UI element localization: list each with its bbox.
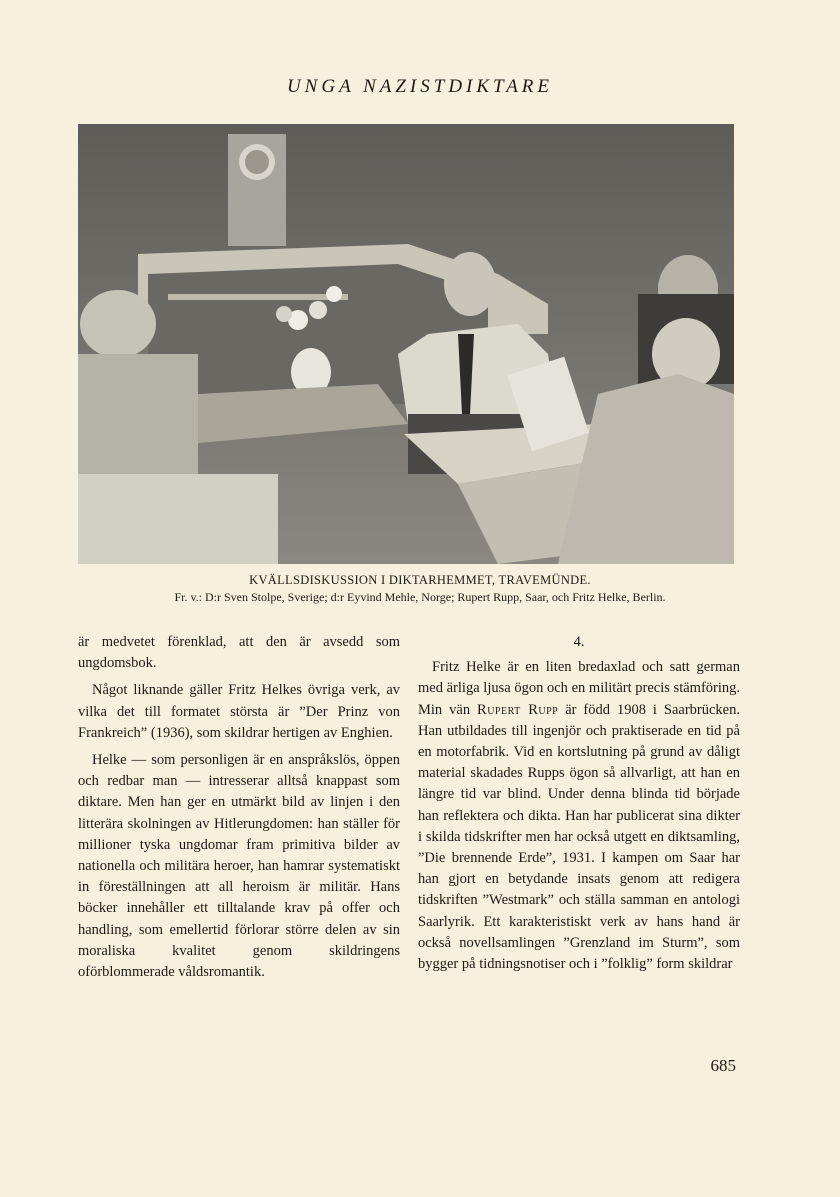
paragraph: Något liknande gäller Fritz Helkes övriga verk, av vilka det till formatet största är ”Der Prinz von Frankreich” (1936), som skildrar hertigen av Enghien.: [78, 682, 400, 741]
paragraph-text: Fritz Helke är en liten bredaxlad och satt german med ärliga ljusa ögon och en militärt precis stämföring. Min vän: [418, 659, 740, 718]
page-number: 685: [710, 1056, 736, 1075]
section-number: 4.: [573, 634, 585, 650]
photograph-icon: [78, 124, 734, 564]
right-column: [418, 632, 740, 975]
photo-caption: [0, 572, 840, 606]
paragraph-text: är född 1908 i Saarbrücken. Han utbildades till ingenjör och praktiserade en tid på en motorfabrik. Vid en kortslutning på grund av dåligt material skadades Rupps ögon så allvarligt, att han en längre tid var blind. Under denna blinda tid började han reflektera och dikta. Han har publicerat sina dikter i skilda tidskrifter men har också utgett en diktsamling, ”Die brennende Erde”, 1931. I kampen om Saar har han gjort en betydande insats genom att redigera tidskriften ”Westmark” och ställa samman en antologi Saarlyrik. Ett karakteristiskt verk av hans hand är också novellsamlingen ”Grenzland im Sturm”, som bygger på tidningsnotiser och i ”folklig” form skildrar: [418, 701, 740, 973]
caption-title: KVÄLLSDISKUSSION I DIKTARHEMMET, TRAVEMÜNDE.: [249, 573, 591, 587]
paragraph: [418, 657, 740, 975]
caption-names: Fr. v.: D:r Sven Stolpe, Sverige; d:r Eyvind Mehle, Norge; Rupert Rupp, Saar, och Fritz Helke, Berlin.: [174, 590, 666, 604]
running-title: UNGA NAZISTDIKTARE: [286, 76, 554, 97]
paragraph: Helke — som personligen är en anspråkslös, öppen och redbar man — intresserar alltså knappast som diktare. Men han ger en utmärkt bild av linjen i den litterära skolningen av Hitlerungdomen: han ställer för millioner tyska ungdomar fram primitiva bilder av nationella och militära heroer, han hamrar systematiskt in föreställningen att all heroism är militär. Hans böcker innehåller ett tilltalande krav på offer och handling, som emellertid förlorar större delen av sin moraliska kvalitet genom skildringens oförblommerade våldsromantik.: [78, 752, 400, 981]
left-column: [78, 632, 400, 983]
person-name: Rupert Rupp: [477, 701, 559, 718]
photograph: [78, 124, 734, 564]
paragraph: är medvetet förenklad, att den är avsedd som ungdomsbok.: [78, 634, 400, 672]
